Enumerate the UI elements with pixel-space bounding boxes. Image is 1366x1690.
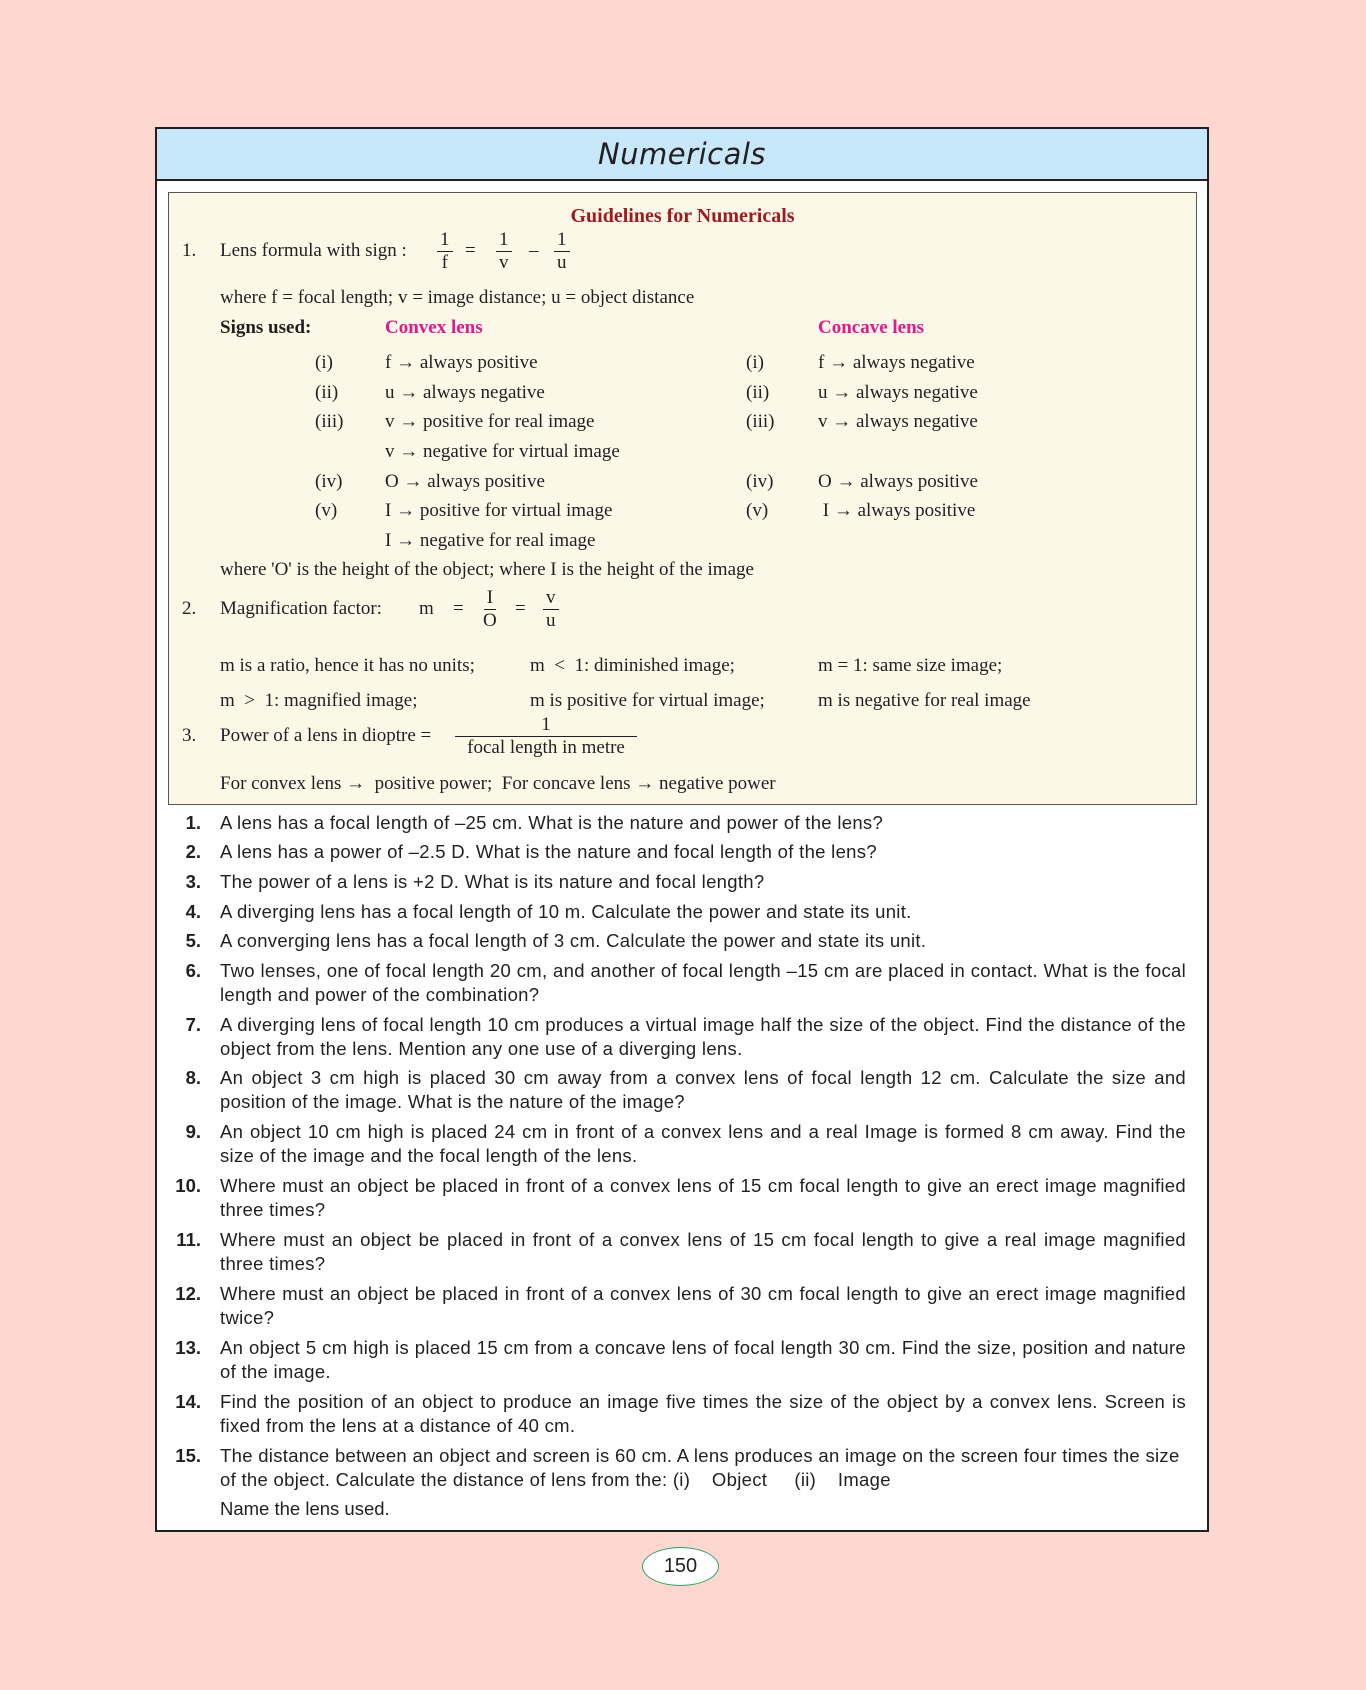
- magnification-note: m is negative for real image: [818, 690, 1031, 711]
- convex-row-text: v → positive for real image: [385, 411, 595, 432]
- convex-row-index: (iv): [315, 471, 343, 492]
- question-text: Two lenses, one of focal length 20 cm, and another of focal length –15 cm are placed in contact. What is the focal length and power of the combination?: [220, 960, 1186, 1005]
- convex-row-index: (ii): [315, 382, 339, 403]
- question-number: 11.: [176, 1229, 201, 1250]
- m-symbol: m: [419, 598, 434, 619]
- height-definition: where 'O' is the height of the object; where I is the height of the image: [220, 559, 754, 580]
- page-number: [642, 1547, 719, 1586]
- convex-row-text: u → always negative: [385, 382, 545, 403]
- equals-sign: =: [453, 598, 464, 619]
- question-text: A lens has a power of –2.5 D. What is the nature and focal length of the lens?: [220, 841, 877, 862]
- question-text: Where must an object be placed in front of a convex lens of 15 cm focal length to give a real image magnified three times?: [220, 1229, 1186, 1274]
- question-text: Where must an object be placed in front of a convex lens of 15 cm focal length to give an erect image magnified three times?: [220, 1175, 1186, 1220]
- magnification-note: m > 1: magnified image;: [220, 690, 418, 711]
- question-subtext: Name the lens used.: [220, 1498, 390, 1519]
- numericals-panel: [155, 127, 1209, 1532]
- guideline-number-3: 3.: [182, 725, 197, 746]
- concave-row-index: (v): [746, 500, 769, 521]
- question-number: 15.: [175, 1445, 201, 1466]
- question-number: 3.: [185, 871, 201, 892]
- question-number: 5.: [185, 930, 201, 951]
- power-label: Power of a lens in dioptre =: [220, 725, 432, 746]
- question-number: 12.: [175, 1283, 201, 1304]
- concave-row-index: (iii): [746, 411, 775, 432]
- fraction-v-over-u: $\frac{v}{u}$: [543, 587, 559, 632]
- section-header: [157, 129, 1207, 181]
- question-number: 8.: [185, 1067, 201, 1088]
- concave-row-text: u → always negative: [818, 382, 978, 403]
- question-number: 4.: [185, 901, 201, 922]
- convex-row-text: f → always positive: [385, 352, 538, 373]
- question-number: 10.: [175, 1175, 201, 1196]
- magnification-note: m < 1: diminished image;: [530, 655, 735, 676]
- question-number: 9.: [185, 1121, 201, 1142]
- question-number: 7.: [185, 1014, 201, 1035]
- fraction-power: 1 focal length in metre: [455, 714, 637, 759]
- convex-row-text: v → negative for virtual image: [385, 441, 620, 462]
- concave-row-index: (i): [746, 352, 764, 373]
- question-text: Find the position of an object to produce an image five times the size of the object by a convex lens. Screen is fixed from the lens at a distance of 40 cm.: [220, 1391, 1186, 1436]
- question-text: An object 10 cm high is placed 24 cm in front of a convex lens and a real Image is formed 8 cm away. Find the size of the image and the focal length of the lens.: [220, 1121, 1186, 1166]
- fraction-1-over-v: $\frac{1}{v}$: [496, 229, 512, 274]
- convex-row-index: (v): [315, 500, 338, 521]
- minus-sign: –: [529, 240, 539, 261]
- guidelines-title: Guidelines for Numericals: [570, 205, 795, 227]
- concave-row-text: O → always positive: [818, 471, 978, 492]
- convex-row-text: I → positive for virtual image: [385, 500, 613, 521]
- question-number: 14.: [175, 1391, 201, 1412]
- question-text: A converging lens has a focal length of 3 cm. Calculate the power and state its unit.: [220, 930, 927, 951]
- concave-row-text: f → always negative: [818, 352, 975, 373]
- question-number: 2.: [185, 841, 201, 862]
- signs-used-label: Signs used:: [220, 317, 312, 338]
- convex-row-index: (i): [315, 352, 333, 373]
- question-text: An object 3 cm high is placed 30 cm away from a convex lens of focal length 12 cm. Calculate the size and position of the image. What is the nature of the image?: [220, 1067, 1186, 1112]
- concave-row-text: v → always negative: [818, 411, 978, 432]
- guideline-number-1: 1.: [182, 240, 197, 261]
- question-number: 1.: [185, 812, 201, 833]
- question-text: A lens has a focal length of –25 cm. What is the nature and power of the lens?: [220, 812, 884, 833]
- magnification-note: m is positive for virtual image;: [530, 690, 765, 711]
- question-text: The power of a lens is +2 D. What is its nature and focal length?: [220, 871, 765, 892]
- guideline-number-2: 2.: [182, 598, 197, 619]
- page-number-text: 150: [663, 1555, 698, 1577]
- equals-sign: =: [515, 598, 526, 619]
- question-number: 13.: [175, 1337, 201, 1358]
- magnification-note: m = 1: same size image;: [818, 655, 1003, 676]
- fraction-I-over-O: $\frac{I}{O}$: [483, 587, 497, 631]
- lens-formula-label: Lens formula with sign :: [220, 240, 407, 261]
- magnification-label: Magnification factor:: [220, 598, 382, 619]
- fraction-1-over-u: $\frac{1}{u}$: [554, 229, 570, 274]
- equals-sign: =: [465, 240, 476, 261]
- magnification-note: m is a ratio, hence it has no units;: [220, 655, 475, 676]
- concave-row-index: (ii): [746, 382, 770, 403]
- question-text: An object 5 cm high is placed 15 cm from a concave lens of focal length 30 cm. Find the size, position and nature of the image.: [220, 1337, 1186, 1382]
- convex-row-text: O → always positive: [385, 471, 545, 492]
- question-number: 6.: [185, 960, 201, 981]
- concave-lens-heading: Concave lens: [818, 317, 925, 338]
- question-text: The distance between an object and screen is 60 cm. A lens produces an image on the screen four times the size of the object. Calculate the distance of lens from the: (i) Object (ii) Image: [220, 1445, 1186, 1490]
- guidelines-box: [168, 192, 1197, 805]
- question-text: Where must an object be placed in front of a convex lens of 30 cm focal length to give an erect image magnified twice?: [220, 1283, 1186, 1328]
- power-sign-note: For convex lens → positive power; For concave lens → negative power: [220, 773, 776, 794]
- convex-row-text: I → negative for real image: [385, 530, 596, 551]
- question-text: A diverging lens of focal length 10 cm produces a virtual image half the size of the object. Find the distance of the object from the lens. Mention any one use of a diverging lens.: [220, 1014, 1186, 1059]
- question-text: A diverging lens has a focal length of 10 m. Calculate the power and state its unit.: [220, 901, 912, 922]
- concave-row-text: I → always positive: [818, 500, 976, 521]
- variables-definition: where f = focal length; v = image distance; u = object distance: [220, 287, 695, 308]
- convex-row-index: (iii): [315, 411, 344, 432]
- convex-lens-heading: Convex lens: [385, 317, 483, 338]
- fraction-1-over-f: $\frac{1}{f}$: [437, 229, 453, 274]
- concave-row-index: (iv): [746, 471, 774, 492]
- section-title: Numericals: [597, 137, 767, 171]
